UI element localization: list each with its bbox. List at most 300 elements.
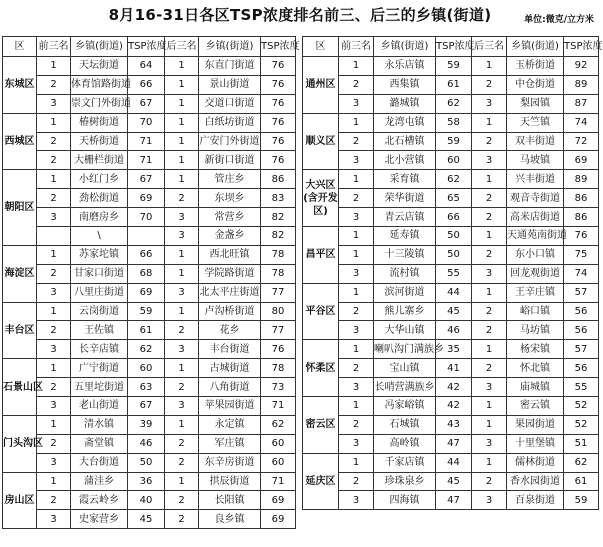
bottom-town-cell: 兴丰街道 <box>507 170 564 189</box>
top-rank-cell: 1 <box>339 340 374 359</box>
top-tsp-cell: 59 <box>436 132 472 151</box>
bottom-rank-cell: 1 <box>165 132 199 151</box>
bottom-town-cell: 百泉街道 <box>507 491 564 510</box>
top-rank-cell: 1 <box>37 170 71 189</box>
table-row <box>3 434 296 453</box>
top-town-cell: 八里庄街道 <box>71 283 128 302</box>
table-row <box>3 264 296 283</box>
bottom-town-cell: 八角街道 <box>199 378 261 397</box>
top-rank-cell: 2 <box>339 75 374 94</box>
top-rank-cell: 1 <box>339 245 374 264</box>
top-rank-cell: 3 <box>37 397 71 416</box>
bottom-rank-cell: 1 <box>165 113 199 132</box>
header-bottom-rank: 后三名 <box>165 37 199 57</box>
bottom-town-cell: 景山街道 <box>199 75 261 94</box>
header-bottom-town: 乡镇(街道) <box>507 37 564 57</box>
top-town-cell: 珍珠泉乡 <box>374 472 436 491</box>
top-tsp-cell: 46 <box>436 321 472 340</box>
top-rank-cell: 1 <box>37 245 71 264</box>
table-row <box>3 283 296 302</box>
bottom-rank-cell: 3 <box>165 283 199 302</box>
top-rank-cell: 1 <box>339 283 374 302</box>
bottom-tsp-cell: 78 <box>261 264 296 283</box>
top-tsp-cell: 44 <box>436 453 472 472</box>
bottom-town-cell: 广安门外街道 <box>199 132 261 151</box>
bottom-town-cell: 玉桥街道 <box>507 57 564 76</box>
top-rank-cell: 1 <box>37 302 71 321</box>
top-tsp-cell: 64 <box>128 57 165 76</box>
top-rank-cell: 1 <box>339 453 374 472</box>
table-row <box>303 340 599 359</box>
table-row <box>303 491 599 510</box>
top-tsp-cell: 69 <box>128 283 165 302</box>
bottom-tsp-cell: 92 <box>564 57 599 76</box>
ranking-table-right <box>302 36 603 510</box>
bottom-town-cell: 军庄镇 <box>199 434 261 453</box>
header-top-tsp: TSP浓度 <box>128 37 165 57</box>
bottom-rank-cell: 2 <box>165 510 199 529</box>
top-town-cell: 大栅栏街道 <box>71 151 128 170</box>
top-tsp-cell: 71 <box>128 151 165 170</box>
bottom-tsp-cell: 87 <box>564 94 599 113</box>
top-rank-cell: 1 <box>37 415 71 434</box>
top-tsp-cell: 70 <box>128 113 165 132</box>
header-top-rank: 前三名 <box>37 37 71 57</box>
top-rank-cell: 2 <box>339 189 374 208</box>
table-row <box>303 208 599 227</box>
table-row <box>3 378 296 397</box>
bottom-town-cell: 香水园街道 <box>507 472 564 491</box>
top-town-cell: 崇文门外街道 <box>71 94 128 113</box>
table-row <box>3 208 296 227</box>
bottom-town-cell: 双丰街道 <box>507 132 564 151</box>
top-town-cell: 宝山镇 <box>374 359 436 378</box>
header-top-tsp: TSP浓度 <box>436 37 472 57</box>
bottom-rank-cell: 1 <box>165 57 199 76</box>
bottom-tsp-cell: 76 <box>261 75 296 94</box>
bottom-tsp-cell: 62 <box>564 453 599 472</box>
district-name-cell: 海淀区 <box>3 245 37 302</box>
bottom-town-cell: 古城街道 <box>199 359 261 378</box>
top-tsp-cell: 55 <box>436 264 472 283</box>
top-tsp-cell: 67 <box>128 397 165 416</box>
top-town-cell: 冯家峪镇 <box>374 397 436 416</box>
bottom-rank-cell: 1 <box>165 302 199 321</box>
top-rank-cell: 1 <box>37 57 71 76</box>
top-town-cell: 劲松街道 <box>71 189 128 208</box>
bottom-town-cell: 丰台街道 <box>199 340 261 359</box>
bottom-tsp-cell: 57 <box>564 340 599 359</box>
top-tsp-cell: 44 <box>436 283 472 302</box>
bottom-rank-cell: 1 <box>165 472 199 491</box>
bottom-tsp-cell: 57 <box>564 283 599 302</box>
bottom-town-cell: 管庄乡 <box>199 170 261 189</box>
bottom-town-cell: 密云镇 <box>507 397 564 416</box>
bottom-tsp-cell: 76 <box>261 340 296 359</box>
top-tsp-cell: 62 <box>436 170 472 189</box>
table-row <box>303 359 599 378</box>
top-tsp-cell: 47 <box>436 491 472 510</box>
bottom-town-cell: 金盏乡 <box>199 227 261 246</box>
bottom-rank-cell: 3 <box>165 397 199 416</box>
table-row <box>303 415 599 434</box>
bottom-tsp-cell: 72 <box>564 132 599 151</box>
bottom-tsp-cell: 69 <box>261 491 296 510</box>
bottom-town-cell: 东直门街道 <box>199 57 261 76</box>
top-town-cell: 滨河街道 <box>374 283 436 302</box>
bottom-town-cell: 怀北镇 <box>507 359 564 378</box>
bottom-tsp-cell: 78 <box>261 359 296 378</box>
top-town-cell: 流村镇 <box>374 264 436 283</box>
table-row <box>3 415 296 434</box>
top-tsp-cell: 60 <box>436 151 472 170</box>
bottom-rank-cell: 1 <box>165 151 199 170</box>
bottom-tsp-cell: 52 <box>564 415 599 434</box>
header-bottom-tsp: TSP浓度 <box>261 37 296 57</box>
bottom-rank-cell: 2 <box>472 245 507 264</box>
top-town-cell: 龙湾屯镇 <box>374 113 436 132</box>
header-district: 区 <box>303 37 339 57</box>
bottom-town-cell: 长阳镇 <box>199 491 261 510</box>
top-rank-cell: 2 <box>339 415 374 434</box>
top-rank-cell: 3 <box>37 453 71 472</box>
table-body-left <box>3 57 296 529</box>
top-tsp-cell: 42 <box>436 397 472 416</box>
bottom-rank-cell: 2 <box>165 378 199 397</box>
bottom-tsp-cell: 74 <box>564 113 599 132</box>
top-tsp-cell: 58 <box>436 113 472 132</box>
header-top-town: 乡镇(街道) <box>71 37 128 57</box>
top-rank-cell: 1 <box>339 57 374 76</box>
top-rank-cell: 3 <box>339 491 374 510</box>
bottom-town-cell: 西北旺镇 <box>199 245 261 264</box>
top-town-cell: 苏家坨镇 <box>71 245 128 264</box>
top-rank-cell: 2 <box>37 264 71 283</box>
top-tsp-cell: 45 <box>436 472 472 491</box>
top-town-cell: 老山街道 <box>71 397 128 416</box>
top-rank-cell: 3 <box>339 378 374 397</box>
top-rank-cell: 3 <box>339 208 374 227</box>
top-rank-cell: 2 <box>37 434 71 453</box>
top-rank-cell: 2 <box>37 321 71 340</box>
bottom-town-cell: 卢沟桥街道 <box>199 302 261 321</box>
bottom-tsp-cell: 76 <box>261 57 296 76</box>
top-rank-cell: 2 <box>37 378 71 397</box>
bottom-town-cell: 永定镇 <box>199 415 261 434</box>
district-name-cell: 密云区 <box>303 397 339 454</box>
table-row <box>3 189 296 208</box>
ranking-table-left <box>2 36 300 529</box>
top-town-cell: 长哨营满族乡 <box>374 378 436 397</box>
page-title: 8月16-31日各区TSP浓度排名前三、后三的乡镇(街道) <box>108 6 492 24</box>
top-town-cell: 荣华街道 <box>374 189 436 208</box>
district-name-cell: 门头沟区 <box>3 415 37 472</box>
district-name-cell: 平谷区 <box>303 283 339 340</box>
top-rank-cell: 3 <box>37 283 71 302</box>
bottom-town-cell: 拱辰街道 <box>199 472 261 491</box>
top-tsp-cell: 70 <box>128 208 165 227</box>
top-tsp-cell: 63 <box>128 378 165 397</box>
district-name-cell: 昌平区 <box>303 227 339 284</box>
table-row <box>3 510 296 529</box>
bottom-rank-cell: 3 <box>472 264 507 283</box>
bottom-town-cell: 庙城镇 <box>507 378 564 397</box>
bottom-rank-cell: 2 <box>165 321 199 340</box>
bottom-rank-cell: 3 <box>165 208 199 227</box>
table-row <box>303 94 599 113</box>
bottom-town-cell: 观音寺街道 <box>507 189 564 208</box>
unit-label: 单位:微克/立方米 <box>524 15 594 25</box>
bottom-town-cell: 杨宋镇 <box>507 340 564 359</box>
table-body-right <box>303 57 599 510</box>
table-row <box>303 170 599 189</box>
top-town-cell: 天桥街道 <box>71 132 128 151</box>
top-tsp-cell: 67 <box>128 94 165 113</box>
bottom-tsp-cell: 82 <box>261 208 296 227</box>
bottom-rank-cell: 1 <box>472 453 507 472</box>
top-town-cell: 云岗街道 <box>71 302 128 321</box>
top-tsp-cell: 66 <box>128 245 165 264</box>
top-town-cell: 长辛店镇 <box>71 340 128 359</box>
top-rank-cell: 2 <box>339 359 374 378</box>
bottom-rank-cell: 3 <box>472 94 507 113</box>
table-row <box>3 75 296 94</box>
bottom-town-cell: 学院路街道 <box>199 264 261 283</box>
bottom-rank-cell: 2 <box>165 189 199 208</box>
table-row <box>3 302 296 321</box>
top-tsp-cell: 71 <box>128 132 165 151</box>
bottom-town-cell: 东辛房街道 <box>199 453 261 472</box>
table-row <box>303 434 599 453</box>
district-name-cell: 东城区 <box>3 57 37 114</box>
top-town-cell: 小红门乡 <box>71 170 128 189</box>
bottom-town-cell: 天竺镇 <box>507 113 564 132</box>
top-tsp-cell: 66 <box>436 208 472 227</box>
top-rank-cell: 2 <box>339 472 374 491</box>
top-tsp-cell: 46 <box>128 434 165 453</box>
table-row <box>3 94 296 113</box>
top-rank-cell: 2 <box>37 151 71 170</box>
bottom-town-cell: 马坊镇 <box>507 321 564 340</box>
top-town-cell: 体育馆路街道 <box>71 75 128 94</box>
header-district: 区 <box>3 37 37 57</box>
top-tsp-cell: 67 <box>128 170 165 189</box>
top-town-cell: 北小营镇 <box>374 151 436 170</box>
bottom-tsp-cell: 74 <box>564 264 599 283</box>
top-rank-cell: 1 <box>37 113 71 132</box>
top-tsp-cell: 69 <box>128 189 165 208</box>
top-town-cell: 大台街道 <box>71 453 128 472</box>
top-tsp-cell: 45 <box>128 510 165 529</box>
bottom-rank-cell: 1 <box>472 415 507 434</box>
bottom-rank-cell: 1 <box>472 57 507 76</box>
bottom-town-cell: 北太平庄街道 <box>199 283 261 302</box>
bottom-rank-cell: 2 <box>165 491 199 510</box>
top-tsp-cell: 62 <box>436 94 472 113</box>
top-tsp-cell: 61 <box>128 321 165 340</box>
top-rank-cell: 3 <box>37 340 71 359</box>
top-town-cell: 喇叭沟门满族乡 <box>374 340 436 359</box>
top-town-cell: 五里坨街道 <box>71 378 128 397</box>
top-town-cell: \ <box>71 227 128 246</box>
top-rank-cell: 1 <box>339 113 374 132</box>
table-row <box>3 132 296 151</box>
bottom-town-cell: 常营乡 <box>199 208 261 227</box>
table-row <box>303 57 599 76</box>
bottom-tsp-cell: 61 <box>564 472 599 491</box>
bottom-rank-cell: 2 <box>472 302 507 321</box>
table-row <box>3 227 296 246</box>
bottom-rank-cell: 3 <box>165 227 199 246</box>
bottom-rank-cell: 3 <box>472 378 507 397</box>
top-rank-cell: 3 <box>37 510 71 529</box>
bottom-town-cell: 白纸坊街道 <box>199 113 261 132</box>
top-tsp-cell: 50 <box>436 245 472 264</box>
bottom-rank-cell: 1 <box>472 340 507 359</box>
bottom-town-cell: 中仓街道 <box>507 75 564 94</box>
bottom-rank-cell: 2 <box>472 189 507 208</box>
top-tsp-cell: 66 <box>128 75 165 94</box>
bottom-tsp-cell: 89 <box>564 75 599 94</box>
table-row <box>3 321 296 340</box>
table-row <box>3 359 296 378</box>
bottom-tsp-cell: 75 <box>564 245 599 264</box>
table-row <box>3 57 296 76</box>
top-rank-cell <box>37 227 71 246</box>
top-rank-cell: 3 <box>339 434 374 453</box>
district-name-cell: 顺义区 <box>303 113 339 170</box>
header-row <box>303 37 599 57</box>
table-row <box>303 245 599 264</box>
bottom-tsp-cell: 78 <box>261 245 296 264</box>
bottom-rank-cell: 1 <box>165 170 199 189</box>
top-tsp-cell: 42 <box>436 378 472 397</box>
table-row <box>3 397 296 416</box>
top-rank-cell: 3 <box>339 321 374 340</box>
district-name-cell: 房山区 <box>3 472 37 529</box>
top-tsp-cell: 68 <box>128 264 165 283</box>
top-town-cell: 北石槽镇 <box>374 132 436 151</box>
top-town-cell: 史家营乡 <box>71 510 128 529</box>
top-rank-cell: 3 <box>37 208 71 227</box>
bottom-tsp-cell: 51 <box>564 434 599 453</box>
bottom-tsp-cell: 59 <box>564 491 599 510</box>
top-tsp-cell: 65 <box>436 189 472 208</box>
district-name-cell: 丰台区 <box>3 302 37 359</box>
top-rank-cell: 2 <box>37 491 71 510</box>
bottom-tsp-cell: 80 <box>261 302 296 321</box>
bottom-town-cell: 十里堡镇 <box>507 434 564 453</box>
bottom-town-cell: 良乡镇 <box>199 510 261 529</box>
bottom-tsp-cell: 76 <box>261 151 296 170</box>
bottom-town-cell: 果园街道 <box>507 415 564 434</box>
bottom-rank-cell: 2 <box>472 359 507 378</box>
top-rank-cell: 2 <box>37 75 71 94</box>
top-tsp-cell: 61 <box>436 75 472 94</box>
header-top-rank: 前三名 <box>339 37 374 57</box>
top-tsp-cell: 40 <box>128 491 165 510</box>
table-row <box>303 283 599 302</box>
top-tsp-cell: 36 <box>128 472 165 491</box>
top-rank-cell: 3 <box>37 94 71 113</box>
bottom-rank-cell: 1 <box>472 170 507 189</box>
top-rank-cell: 2 <box>37 189 71 208</box>
table-row <box>3 113 296 132</box>
bottom-town-cell: 东小口镇 <box>507 245 564 264</box>
bottom-rank-cell: 1 <box>472 227 507 246</box>
district-name-cell: 西城区 <box>3 113 37 170</box>
district-name-cell: 石景山区 <box>3 359 37 416</box>
bottom-rank-cell: 2 <box>472 132 507 151</box>
bottom-tsp-cell: 76 <box>261 94 296 113</box>
bottom-town-cell: 峪口镇 <box>507 302 564 321</box>
table-row <box>303 302 599 321</box>
bottom-tsp-cell: 86 <box>261 170 296 189</box>
bottom-tsp-cell: 77 <box>261 321 296 340</box>
top-tsp-cell: 35 <box>436 340 472 359</box>
top-town-cell: 采育镇 <box>374 170 436 189</box>
district-name-cell: 怀柔区 <box>303 340 339 397</box>
top-rank-cell: 2 <box>339 132 374 151</box>
top-tsp-cell <box>128 227 165 246</box>
top-town-cell: 十三陵镇 <box>374 245 436 264</box>
bottom-town-cell: 高米店街道 <box>507 208 564 227</box>
top-town-cell: 高岭镇 <box>374 434 436 453</box>
bottom-rank-cell: 3 <box>472 491 507 510</box>
bottom-rank-cell: 2 <box>472 321 507 340</box>
bottom-tsp-cell: 89 <box>564 170 599 189</box>
top-town-cell: 天坛街道 <box>71 57 128 76</box>
bottom-rank-cell: 2 <box>472 472 507 491</box>
bottom-town-cell: 梨园镇 <box>507 94 564 113</box>
top-town-cell: 王佐镇 <box>71 321 128 340</box>
table-row <box>3 472 296 491</box>
bottom-town-cell: 马坡镇 <box>507 151 564 170</box>
bottom-rank-cell: 3 <box>472 151 507 170</box>
header-row <box>3 37 296 57</box>
table-row <box>303 453 599 472</box>
bottom-rank-cell: 3 <box>472 434 507 453</box>
table-row <box>303 75 599 94</box>
bottom-tsp-cell: 77 <box>261 283 296 302</box>
bottom-town-cell: 回龙观街道 <box>507 264 564 283</box>
top-town-cell: 青云店镇 <box>374 208 436 227</box>
bottom-town-cell: 儒林街道 <box>507 453 564 472</box>
table-row <box>3 245 296 264</box>
bottom-town-cell: 天通苑南街道 <box>507 227 564 246</box>
top-town-cell: 永乐店镇 <box>374 57 436 76</box>
header-bottom-rank: 后三名 <box>472 37 507 57</box>
bottom-tsp-cell: 86 <box>564 208 599 227</box>
table-row <box>303 472 599 491</box>
top-town-cell: 斋堂镇 <box>71 434 128 453</box>
top-tsp-cell: 62 <box>128 340 165 359</box>
top-rank-cell: 2 <box>339 302 374 321</box>
bottom-tsp-cell: 52 <box>564 397 599 416</box>
bottom-tsp-cell: 62 <box>261 415 296 434</box>
bottom-rank-cell: 1 <box>472 283 507 302</box>
top-tsp-cell: 43 <box>436 415 472 434</box>
bottom-tsp-cell: 69 <box>564 151 599 170</box>
bottom-tsp-cell: 71 <box>261 472 296 491</box>
bottom-rank-cell: 1 <box>165 75 199 94</box>
bottom-tsp-cell: 82 <box>261 227 296 246</box>
top-town-cell: 蒲洼乡 <box>71 472 128 491</box>
top-tsp-cell: 59 <box>436 57 472 76</box>
top-tsp-cell: 50 <box>436 227 472 246</box>
top-rank-cell: 1 <box>37 472 71 491</box>
top-rank-cell: 1 <box>339 170 374 189</box>
